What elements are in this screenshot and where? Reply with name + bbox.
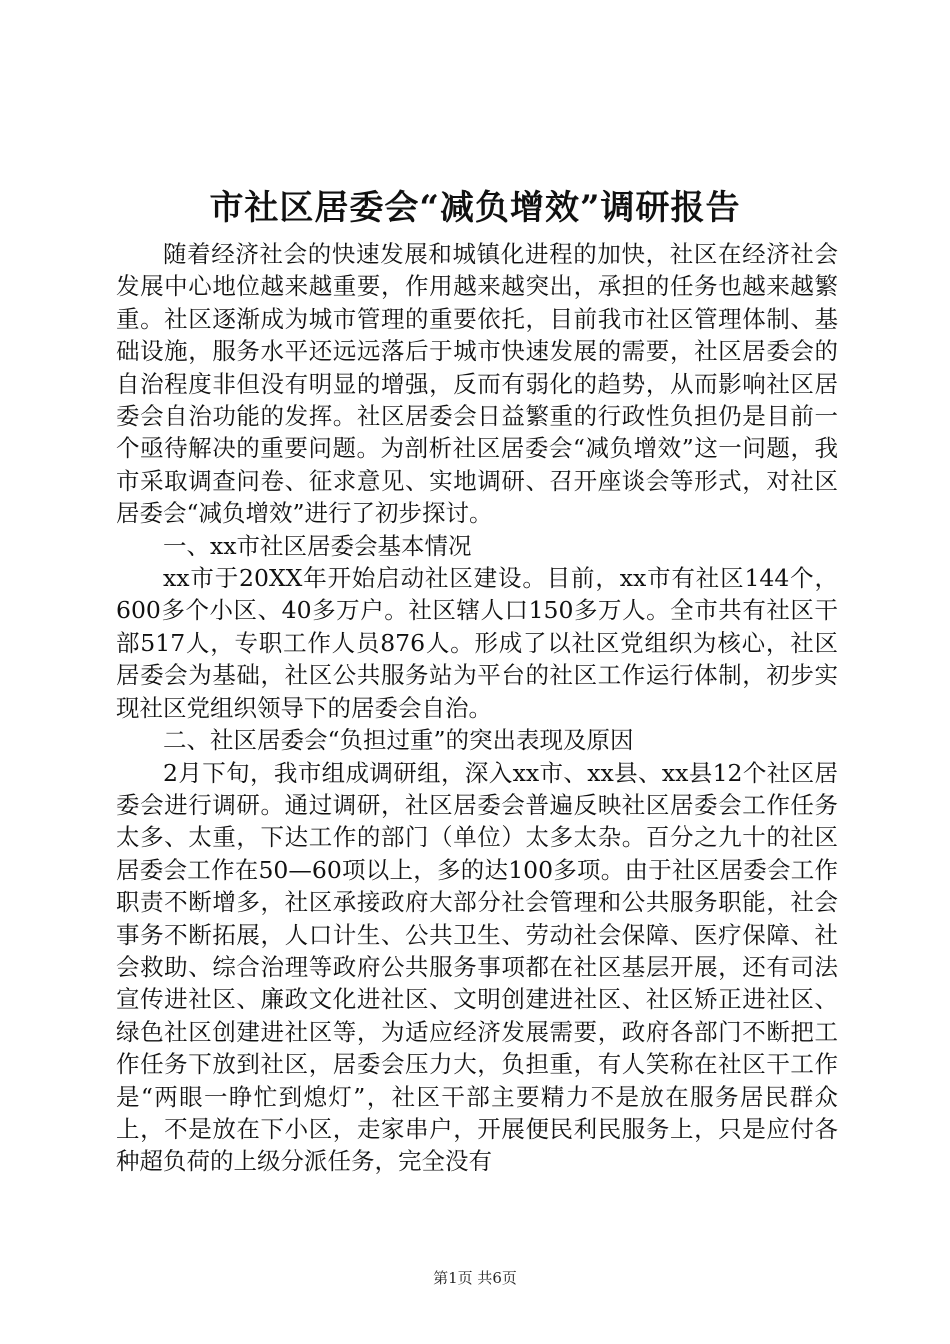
section-heading-2: 二、社区居委会“负担过重”的突出表现及原因 — [163, 726, 634, 755]
document-body — [116, 238, 838, 1178]
paragraph-basic-info: xx市于20XX年开始启动社区建设。目前，xx市有社区144个，600多个小区、40多万户。社区辖人口150多万人。全市共有社区干部517人，专职工作人员876人。形成了以社区党组织为核心，社区居委会为基础，社区公共服务站为平台的社区工作运行体制，初步实现社区党组织领导下的居委会自治。 — [116, 564, 838, 722]
page-number-footer: 第1页 共6页 — [433, 1269, 517, 1287]
document-title: 市社区居委会“减负增效”调研报告 — [209, 188, 741, 228]
paragraph-burden: 2月下旬，我市组成调研组，深入xx市、xx县、xx县12个社区居委会进行调研。通过调研，社区居委会普遍反映社区居委会工作任务太多、太重，下达工作的部门（单位）太多太杂。百分之九十的社区居委会工作在50—60项以上，多的达100多项。由于社区居委会工作职责不断增多，社区承接政府大部分社会管理和公共服务职能，社会事务不断拓展，人口计生、公共卫生、劳动社会保障、医疗保障、社会救助、综合治理等政府公共服务事项都在社区基层开展，还有司法宣传进社区、廉政文化进社区、文明创建进社区、社区矫正进社区、绿色社区创建进社区等，为适应经济发展需要，政府各部门不断把工作任务下放到社区，居委会压力大，负担重，有人笑称在社区干工作是“两眼一睁忙到熄灯”，社区干部主要精力不是放在服务居民群众上，不是放在下小区，走家串户，开展便民利民服务上，只是应付各种超负荷的上级分派任务，完全没有 — [116, 758, 838, 1176]
section-heading-1: 一、xx市社区居委会基本情况 — [163, 531, 472, 560]
paragraph-intro: 随着经济社会的快速发展和城镇化进程的加快，社区在经济社会发展中心地位越来越重要，作用越来越突出，承担的任务也越来越繁重。社区逐渐成为城市管理的重要依托，目前我市社区管理体制、基础设施，服务水平还远远落后于城市快速发展的需要，社区居委会的自治程度非但没有明显的增强，反而有弱化的趋势，从而影响社区居委会自治功能的发挥。社区居委会日益繁重的行政性负担仍是目前一个亟待解决的重要问题。为剖析社区居委会“减负增效”这一问题，我市采取调查问卷、征求意见、实地调研、召开座谈会等形式，对社区居委会“减负增效”进行了初步探讨。 — [116, 240, 838, 528]
